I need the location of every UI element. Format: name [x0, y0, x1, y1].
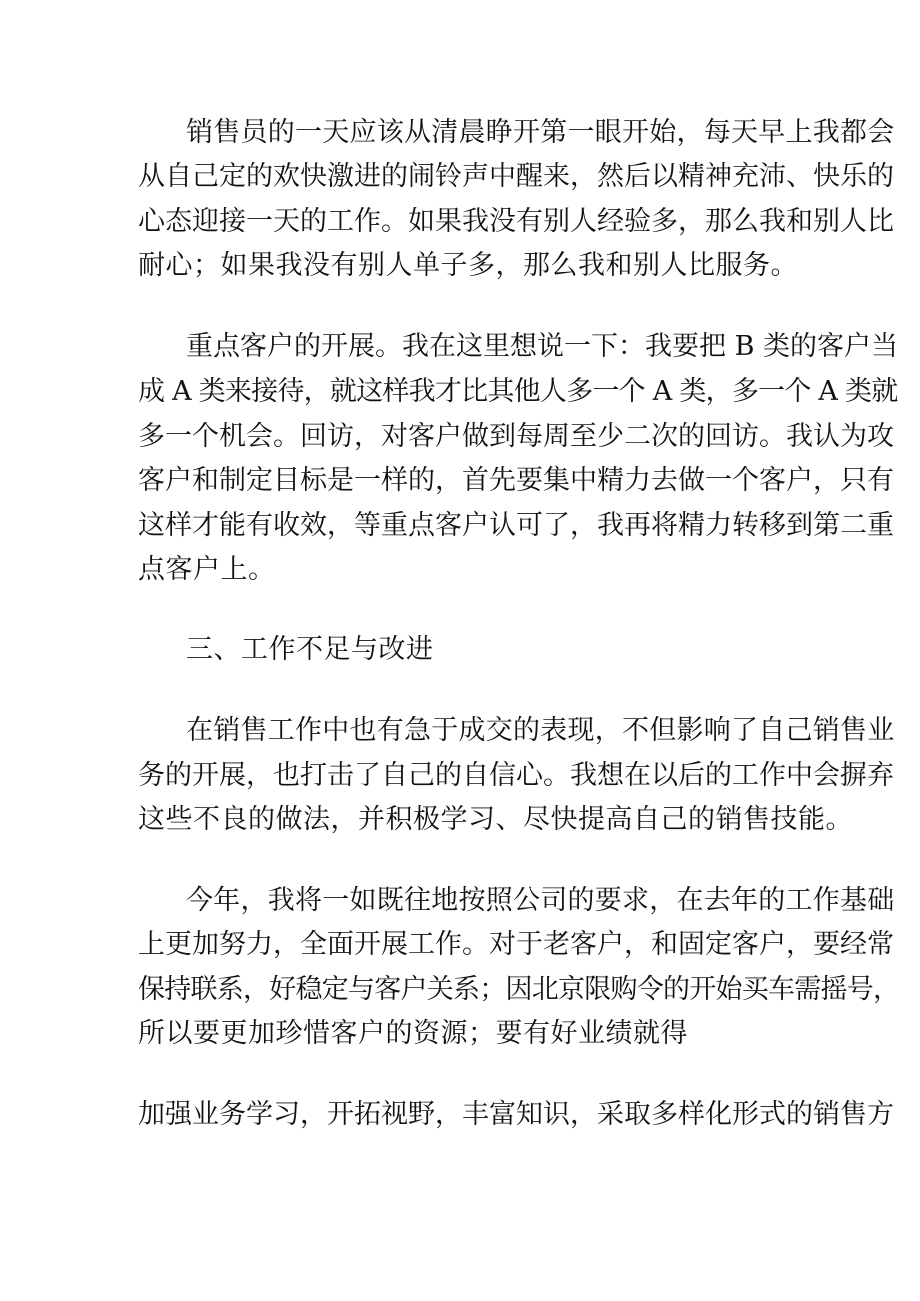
paragraph-3-line-3: 这些不良的做法，并积极学习、尽快提高自己的销售技能。	[138, 804, 853, 835]
paragraph-1-line-4: 耐心；如果我没有别人单子多，那么我和别人比服务。	[138, 250, 798, 281]
paragraph-4-line-4: 所以要更加珍惜客户的资源；要有好业绩就得	[138, 1018, 688, 1049]
paragraph-2-line-6: 点客户上。	[138, 554, 276, 585]
paragraph-1-line-2: 从自己定的欢快激进的闹铃声中醒来，然后以精神充沛、快乐的	[138, 161, 894, 192]
paragraph-4-line-3: 保持联系，好稳定与客户关系；因北京限购令的开始买车需摇号，	[138, 974, 900, 1005]
section-heading: 三、工作不足与改进	[186, 634, 434, 665]
paragraph-4-line-1: 今年，我将一如既往地按照公司的要求，在去年的工作基础	[186, 885, 895, 916]
paragraph-3-line-1: 在销售工作中也有急于成交的表现，不但影响了自己销售业	[186, 715, 895, 746]
paragraph-4-line-2: 上更加努力，全面开展工作。对于老客户，和固定客户，要经常	[138, 929, 894, 960]
paragraph-1-line-1: 销售员的一天应该从清晨睁开第一眼开始，每天早上我都会	[186, 117, 895, 148]
paragraph-2-line-1: 重点客户的开展。我在这里想说一下：我要把 B 类的客户当	[186, 331, 899, 362]
paragraph-2-line-3: 多一个机会。回访，对客户做到每周至少二次的回访。我认为攻	[138, 421, 894, 452]
paragraph-2-line-4: 客户和制定目标是一样的，首先要集中精力去做一个客户，只有	[138, 465, 894, 496]
paragraph-3-line-2: 务的开展，也打击了自己的自信心。我想在以后的工作中会摒弃	[138, 760, 894, 791]
paragraph-2-line-2: 成 A 类来接待，就这样我才比其他人多一个 A 类，多一个 A 类就	[138, 376, 898, 407]
paragraph-5-line-1: 加强业务学习，开拓视野，丰富知识，采取多样化形式的销售方	[138, 1099, 894, 1130]
paragraph-1-line-3: 心态迎接一天的工作。如果我没有别人经验多，那么我和别人比	[138, 206, 894, 237]
paragraph-2-line-5: 这样才能有收效，等重点客户认可了，我再将精力转移到第二重	[138, 510, 894, 541]
